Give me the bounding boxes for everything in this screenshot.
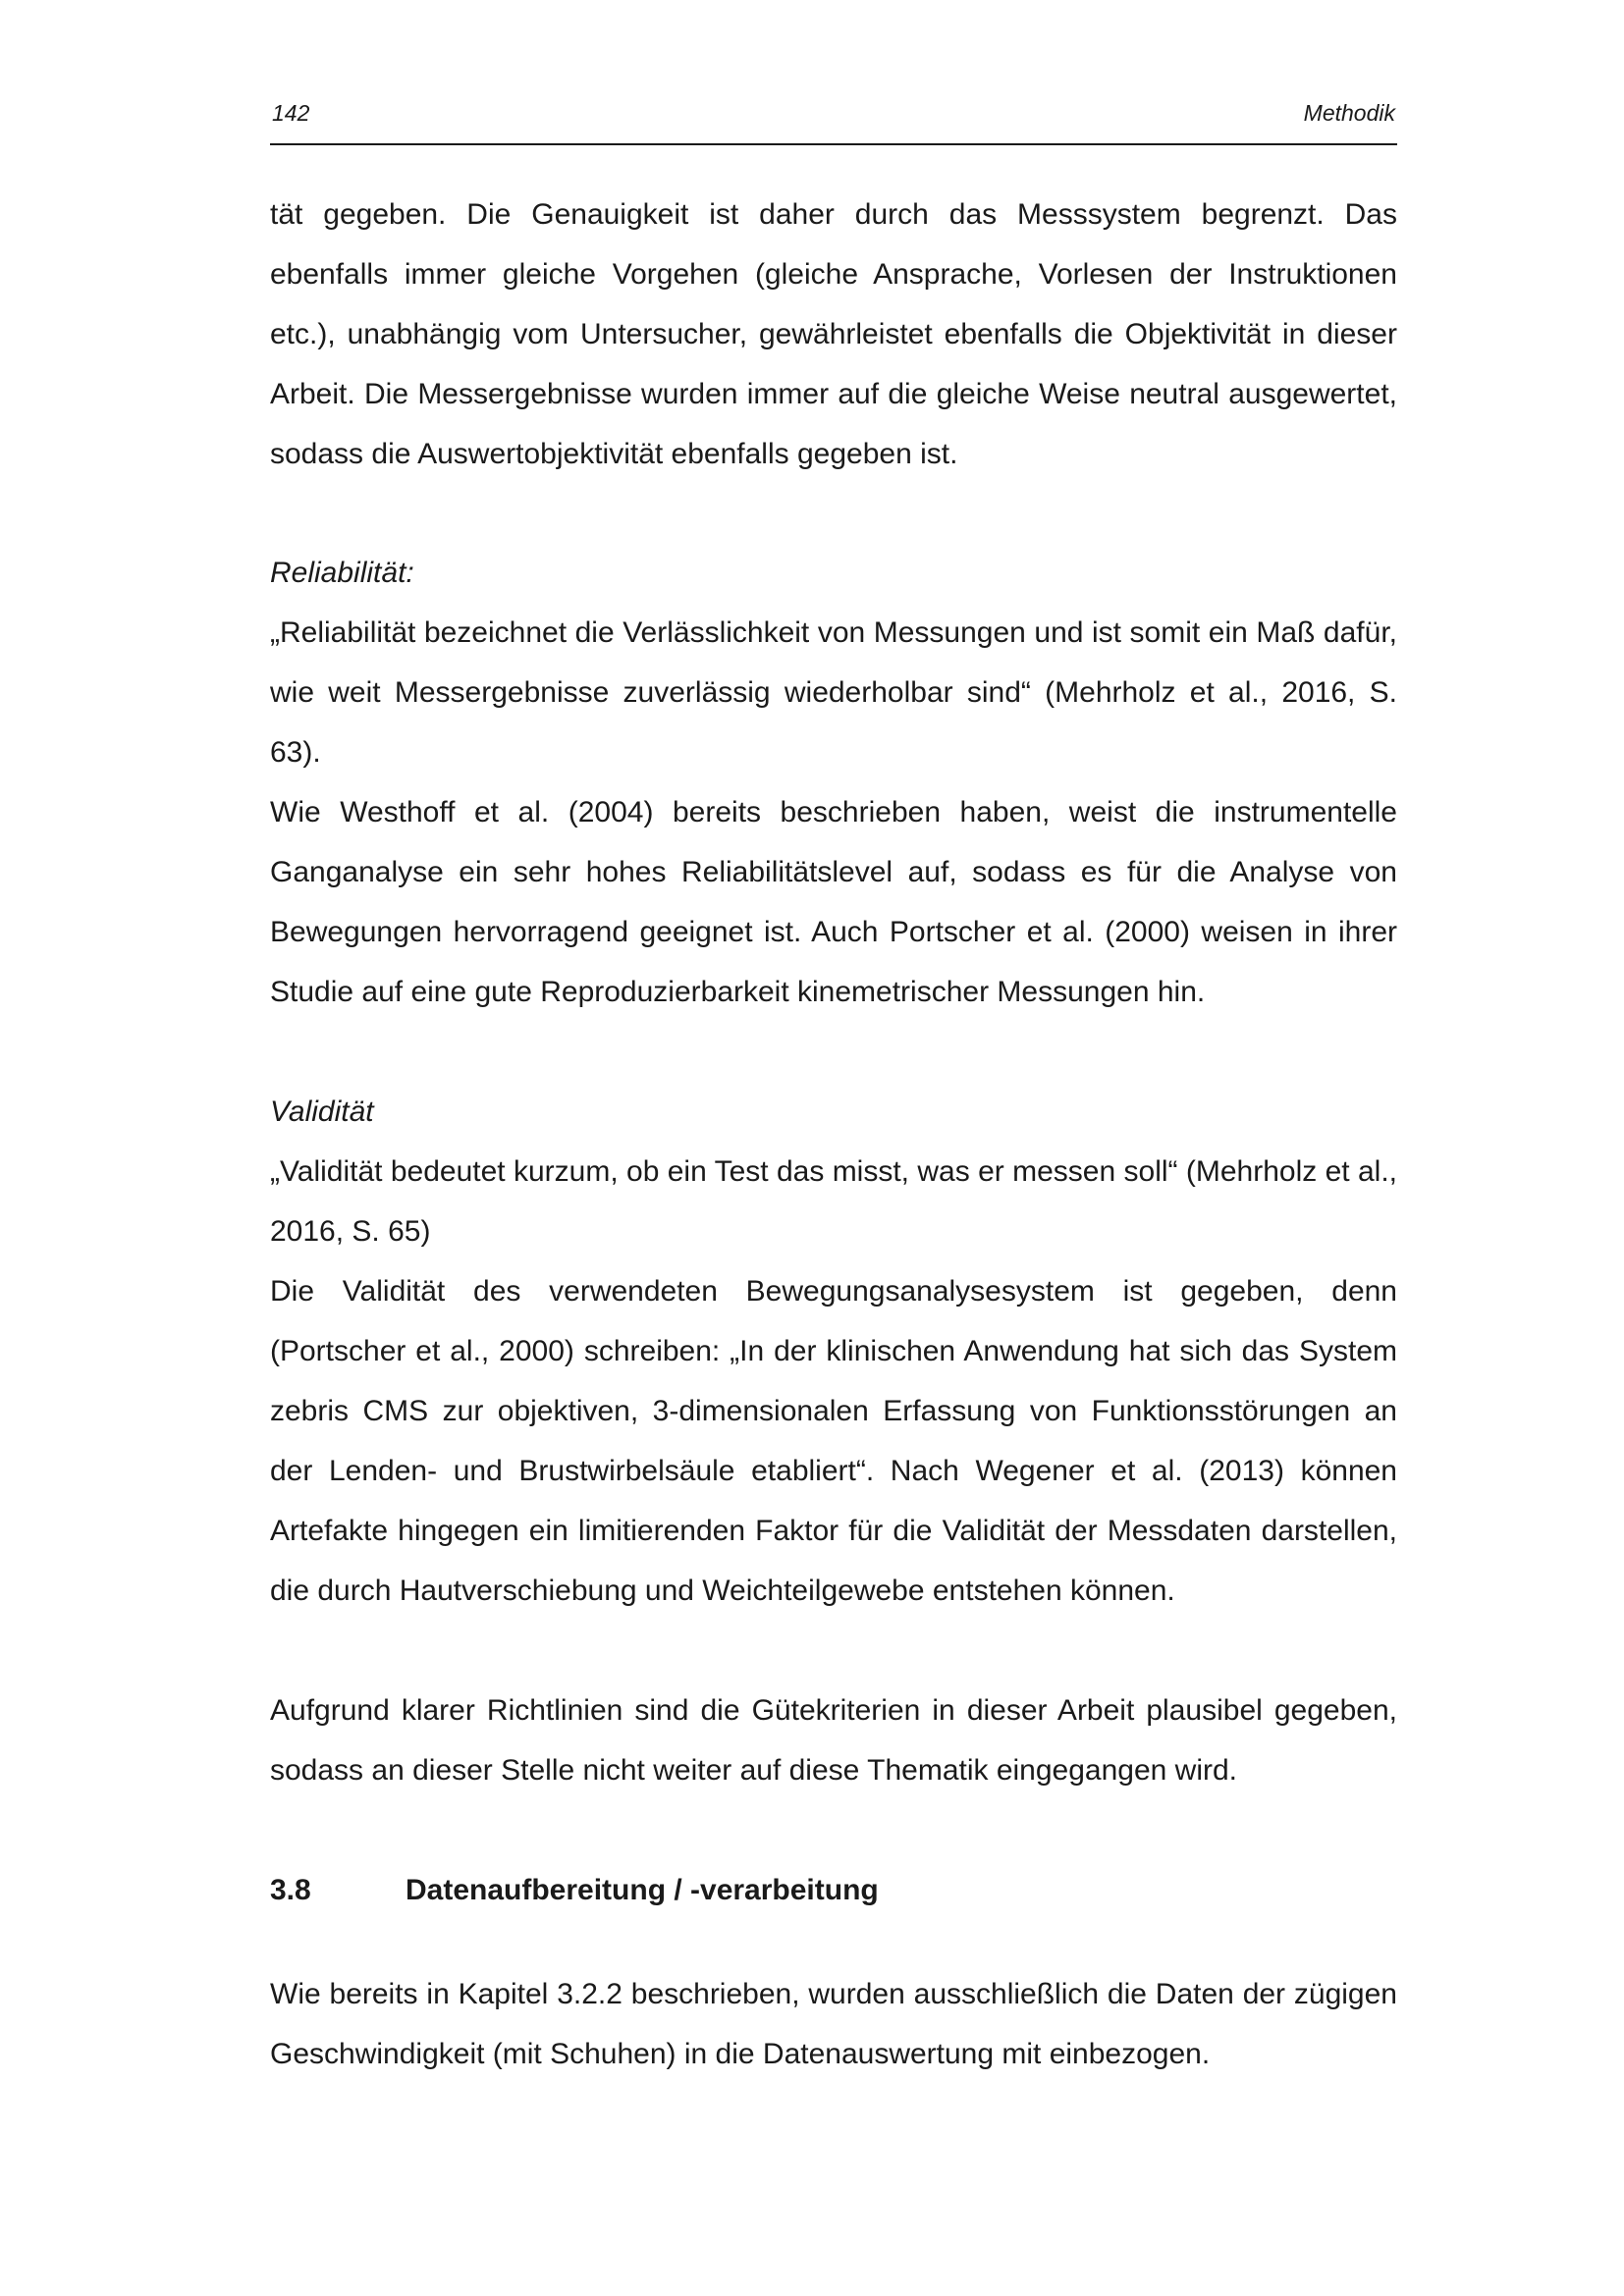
section-paragraph: Wie bereits in Kapitel 3.2.2 beschrieben, wurden ausschließlich die Daten der zügigen Geschwindigkeit (mit Schuhen) in die Datenauswertung mit einbezogen. <box>270 1978 1397 2070</box>
validity-paragraph: Die Validität des verwendeten Bewegungsanalysesystem ist gegeben, denn (Portscher et al., 2000) schreiben: „In der klinischen Anwendung hat sich das System zebris CMS zur objektiven, 3-dimensionalen Erfassung von Funktionsstörungen an der Lenden- und Brustwirbelsäule etabliert“. Nach Wegener et al. (2013) können Artefakte hingegen ein limitierenden Faktor für die Validität der Messdaten darstellen, die durch Hautverschiebung und Weichteilgewebe entstehen können. <box>270 1275 1397 1607</box>
section-title: Datenaufbereitung / -verarbeitung <box>406 1874 879 1906</box>
spacer <box>270 484 1397 543</box>
running-chapter-title: Methodik <box>1303 100 1395 126</box>
page-number: 142 <box>272 100 310 126</box>
section-number: 3.8 <box>270 1874 311 1906</box>
validity-heading: Validität <box>270 1095 374 1128</box>
reliability-quote: „Reliabilität bezeichnet die Verlässlichkeit von Messungen und ist somit ein Maß dafür, wie weit Messergebnisse zuverlässig wiederholbar sind“ (Mehrholz et al., 2016, S. 63). <box>270 616 1397 769</box>
page-body <box>270 185 1397 2084</box>
validity-quote: „Validität bedeutet kurzum, ob ein Test das misst, was er messen soll“ (Mehrholz et al., 2016, S. 65) <box>270 1155 1397 1248</box>
reliability-heading: Reliabilität: <box>270 557 414 589</box>
conclusion-paragraph: Aufgrund klarer Richtlinien sind die Gütekriterien in dieser Arbeit plausibel gegeben, sodass an dieser Stelle nicht weiter auf diese Thematik eingegangen wird. <box>270 1694 1397 1787</box>
section-heading <box>270 1860 1397 1920</box>
spacer <box>270 1920 1397 1964</box>
objectivity-paragraph: tät gegeben. Die Genauigkeit ist daher durch das Messsystem begrenzt. Das ebenfalls immer gleiche Vorgehen (gleiche Ansprache, Vorlesen der Instruktionen etc.), unabhängig vom Untersucher, gewährleistet ebenfalls die Objektivität in dieser Arbeit. Die Messergebnisse wurden immer auf die gleiche Weise neutral ausgewertet, sodass die Auswertobjektivität ebenfalls gegeben ist. <box>270 198 1397 470</box>
reliability-paragraph: Wie Westhoff et al. (2004) bereits beschrieben haben, weist die instrumentelle Ganganalyse ein sehr hohes Reliabilitätslevel auf, sodass es für die Analyse von Bewegungen hervorragend geeignet ist. Auch Portscher et al. (2000) weisen in ihrer Studie auf eine gute Reproduzierbarkeit kinemetrischer Messungen hin. <box>270 796 1397 1008</box>
spacer <box>270 1621 1397 1681</box>
page-header <box>270 96 1397 145</box>
spacer <box>270 1800 1397 1860</box>
spacer <box>270 1022 1397 1082</box>
